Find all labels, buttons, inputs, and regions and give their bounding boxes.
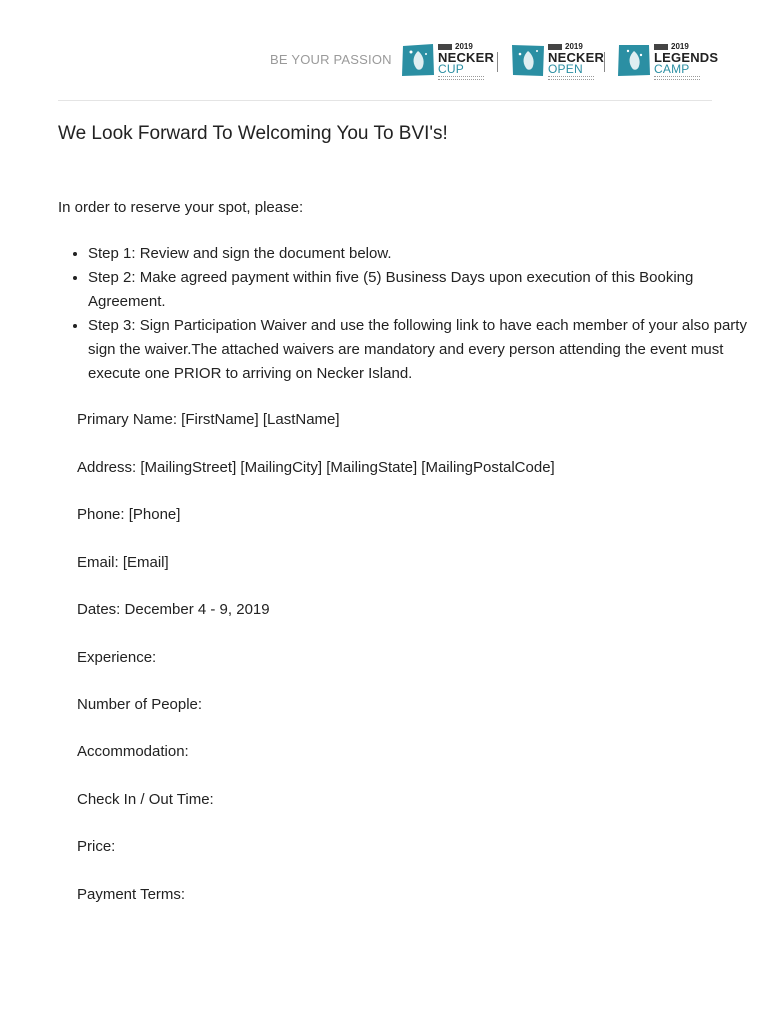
field-dates: Dates: December 4 - 9, 2019 bbox=[77, 601, 270, 618]
field-experience: Experience: bbox=[77, 649, 157, 666]
list-item: • Step 3: Sign Participation Waiver and use the following link to have each member of your also party sign the waiver.The attached waivers are mandatory and every person attending the event must execute one PRIOR to arriving on Necker Island. bbox=[88, 314, 748, 386]
logo-word-necker: NECKER bbox=[438, 50, 495, 65]
logo-fineprint bbox=[548, 76, 594, 80]
necker-cup-badge-icon bbox=[400, 42, 436, 78]
necker-cup-logo bbox=[400, 42, 495, 82]
field-phone: Phone: [Phone] bbox=[77, 506, 181, 523]
list-item: • Step 2: Make agreed payment within five (5) Business Days upon execution of this Booking Agreement. bbox=[88, 266, 748, 314]
logo-divider bbox=[497, 52, 498, 72]
logo-year: 2019 bbox=[654, 42, 689, 51]
logo-fineprint bbox=[438, 76, 484, 80]
logo-word-cup: CUP bbox=[438, 62, 464, 76]
list-item: • Step 1: Review and sign the document below. bbox=[88, 242, 748, 266]
page-title: We Look Forward To Welcoming You To BVI's! bbox=[58, 123, 448, 144]
logo-word-necker: NECKER bbox=[548, 50, 605, 65]
field-email: Email: [Email] bbox=[77, 554, 169, 571]
legends-camp-badge-icon bbox=[616, 42, 652, 78]
field-price: Price: bbox=[77, 838, 116, 855]
tagline: BE YOUR PASSION bbox=[270, 52, 392, 67]
field-check-in-out: Check In / Out Time: bbox=[77, 791, 214, 808]
field-payment-terms: Payment Terms: bbox=[77, 886, 186, 903]
logo-word-open: OPEN bbox=[548, 62, 583, 76]
field-address: Address: [MailingStreet] [MailingCity] [MailingState] [MailingPostalCode] bbox=[77, 459, 555, 476]
logo-word-legends: LEGENDS bbox=[654, 50, 719, 65]
legends-camp-logo bbox=[616, 42, 719, 82]
field-accommodation: Accommodation: bbox=[77, 743, 189, 760]
intro-text: In order to reserve your spot, please: bbox=[58, 199, 304, 216]
necker-open-badge-icon bbox=[510, 42, 546, 78]
logo-word-camp: CAMP bbox=[654, 62, 690, 76]
field-number-of-people: Number of People: bbox=[77, 696, 203, 713]
logo-year: 2019 bbox=[548, 42, 583, 51]
necker-open-logo bbox=[510, 42, 605, 82]
steps-list bbox=[58, 242, 748, 386]
logo-fineprint bbox=[654, 76, 700, 80]
logo-year: 2019 bbox=[438, 42, 473, 51]
field-primary-name: Primary Name: [FirstName] [LastName] bbox=[77, 411, 340, 428]
logo-divider bbox=[604, 52, 605, 72]
document-header bbox=[58, 36, 719, 101]
